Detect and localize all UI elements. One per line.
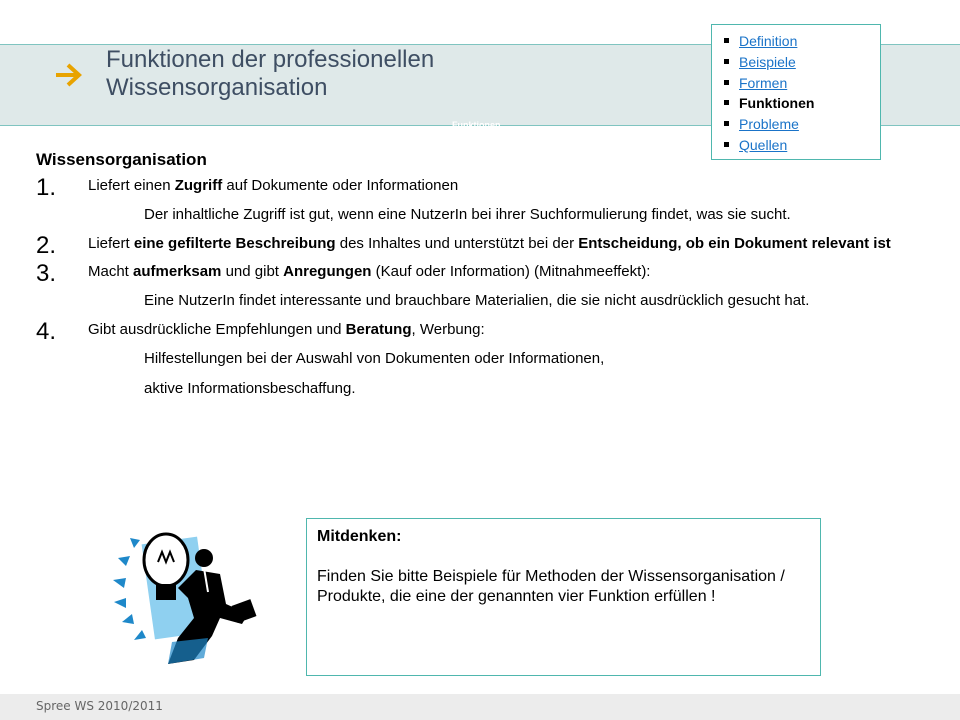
list-item-number: 4. (36, 318, 57, 345)
nav-link-probleme[interactable]: Probleme (739, 116, 799, 133)
plain-text: (Kauf oder Information) (Mitnahmeeffekt): (371, 263, 651, 280)
arrow-right-icon (52, 60, 86, 90)
plain-text: Liefert einen (88, 177, 175, 194)
list-item (36, 176, 916, 226)
plain-text: des Inhaltes und unterstützt bei der (335, 235, 579, 252)
emphasis-text: Entscheidung, ob ein Dokument relevant ist (578, 235, 891, 252)
emphasis-text: Zugriff (174, 177, 223, 194)
list-item-detail: aktive Informationsbeschaffung. (144, 380, 356, 397)
list-item-text (88, 234, 916, 254)
title-line-1: Funktionen der professionellen (106, 46, 435, 73)
list-item-text (88, 176, 916, 196)
list-item (36, 320, 916, 400)
list-item-number: 1. (36, 174, 57, 201)
plain-text: Gibt ausdrückliche Empfehlungen und (88, 321, 346, 338)
plain-text: Liefert (88, 235, 134, 252)
nav-item-beispiele[interactable] (724, 52, 880, 73)
nav-link-beispiele[interactable]: Beispiele (739, 53, 796, 70)
topic-navigation (711, 24, 881, 160)
plain-text: Macht (88, 263, 134, 280)
nav-item-funktionen (724, 93, 880, 114)
plain-text: , Werbung: (411, 321, 485, 338)
list-item-text (88, 262, 916, 282)
plain-text: und gibt (221, 263, 284, 280)
list-item (36, 262, 916, 312)
mitdenken-title: Mitdenken: (317, 528, 402, 545)
nav-item-definition[interactable] (724, 31, 880, 52)
emphasis-text: Anregungen (283, 263, 372, 280)
mitdenken-box (306, 518, 821, 676)
list-item-text (88, 320, 916, 340)
lightbulb-idea-person-icon (108, 518, 258, 666)
plain-text: auf Dokumente oder Informationen (222, 177, 459, 194)
title-line-2: Wissensorganisation (106, 74, 328, 101)
mitdenken-body: Finden Sie bitte Beispiele für Methoden der Wissensorganisation / Produkte, die eine der genannten vier Funktion erfüllen ! (317, 568, 785, 605)
emphasis-text: Beratung (345, 321, 412, 338)
list-item-number: 2. (36, 232, 57, 259)
nav-item-probleme[interactable] (724, 114, 880, 135)
nav-link-funktionen: Funktionen (739, 95, 815, 112)
page-title (106, 46, 666, 102)
emphasis-text: aufmerksam (133, 263, 222, 280)
list-item-detail: Eine NutzerIn findet interessante und brauchbare Materialien, die sie nicht ausdrücklich gesucht hat. (144, 292, 810, 309)
nav-item-formen[interactable] (724, 73, 880, 94)
list-item (36, 232, 916, 259)
list-item-detail: Der inhaltliche Zugriff ist gut, wenn eine NutzerIn bei ihrer Suchformulierung findet, was sie sucht. (144, 206, 791, 223)
list-item-number: 3. (36, 260, 57, 287)
nav-link-quellen[interactable]: Quellen (739, 136, 788, 153)
nav-link-formen[interactable]: Formen (739, 74, 788, 91)
nav-link-definition[interactable]: Definition (739, 33, 798, 49)
emphasis-text: eine gefilterte Beschreibung (133, 235, 336, 252)
list-item-detail: Hilfestellungen bei der Auswahl von Dokumenten oder Informationen, (144, 350, 605, 367)
main-content (36, 150, 916, 400)
footer-text: Spree WS 2010/2011 (36, 699, 163, 713)
section-tiny-label: Funktionen (452, 120, 501, 130)
section-title: Wissensorganisation (36, 150, 207, 169)
